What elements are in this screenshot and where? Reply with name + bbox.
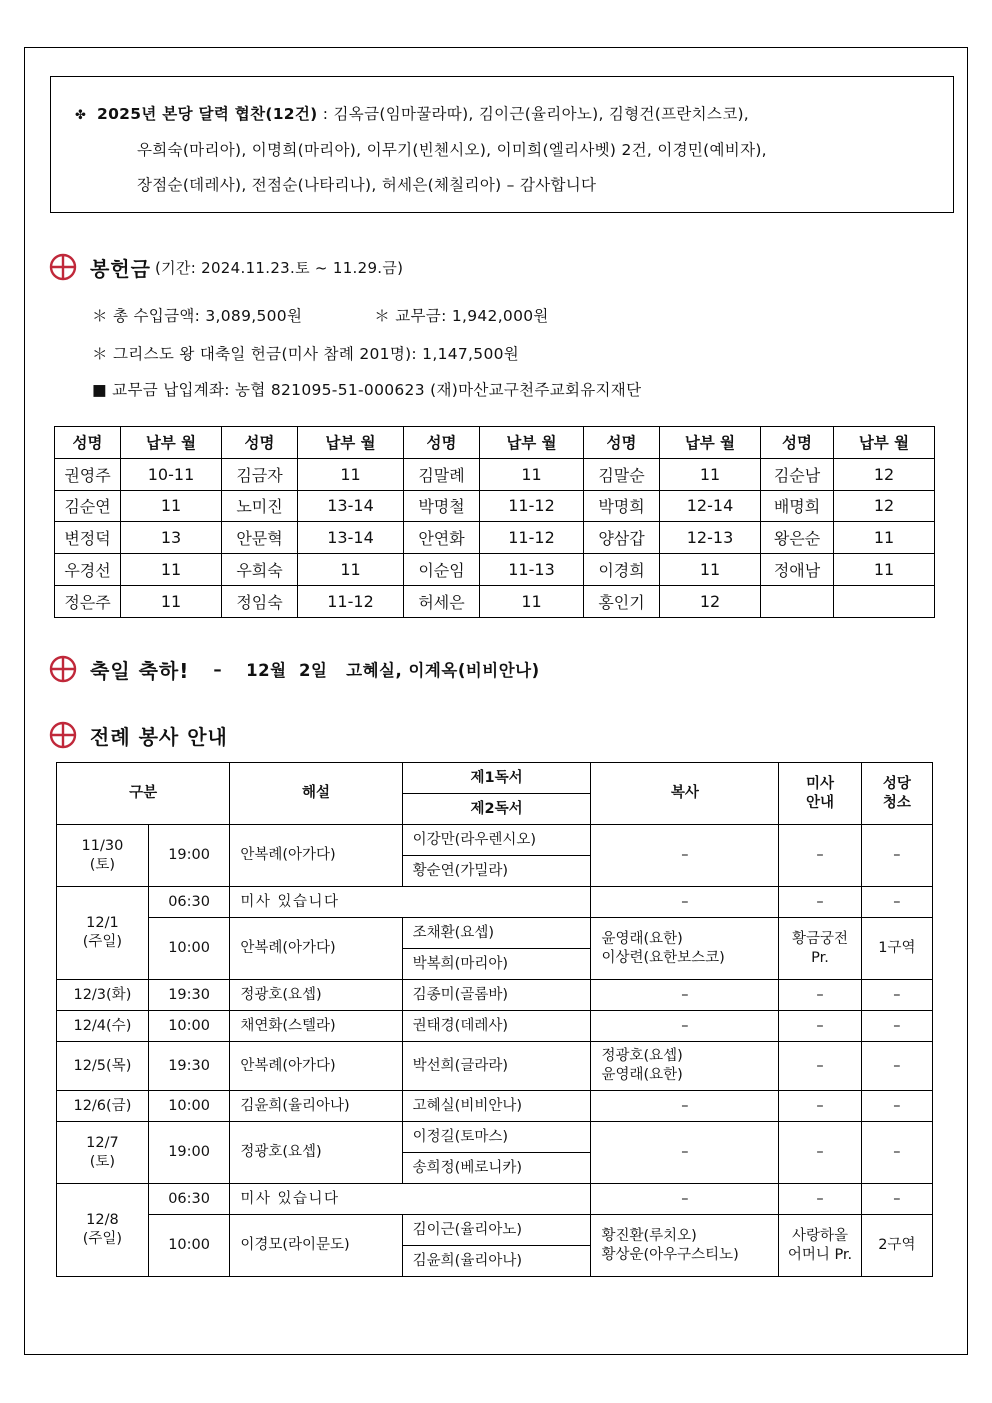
circled-cross-icon bbox=[48, 654, 78, 684]
server-cell: – bbox=[591, 887, 779, 918]
payer-name: 정애남 bbox=[761, 554, 834, 586]
guide-cell: – bbox=[779, 825, 862, 887]
commentary-cell: 안복례(아가다) bbox=[230, 918, 402, 980]
cleaning-cell: – bbox=[861, 825, 932, 887]
header-server: 복사 bbox=[591, 763, 779, 825]
guide-cell: 황금궁전 Pr. bbox=[779, 918, 862, 980]
time-cell: 10:00 bbox=[148, 1215, 230, 1277]
payer-name: 김금자 bbox=[222, 458, 298, 490]
offering-title: 봉헌금 bbox=[90, 256, 151, 281]
payer-month: 12-14 bbox=[660, 490, 761, 522]
payer-month: 11 bbox=[121, 490, 222, 522]
guide-cell: – bbox=[779, 980, 862, 1011]
col-name: 성명 bbox=[55, 427, 121, 459]
payer-month: 11 bbox=[121, 554, 222, 586]
table-row bbox=[55, 522, 935, 554]
table-row bbox=[55, 490, 935, 522]
time-cell: 19:00 bbox=[148, 825, 230, 887]
cleaning-cell: – bbox=[861, 1011, 932, 1042]
mass-note-cell: 미사 있습니다 bbox=[230, 1184, 591, 1215]
commentary-cell: 안복례(아가다) bbox=[230, 825, 402, 887]
commentary-cell: 김윤희(율리아나) bbox=[230, 1091, 402, 1122]
cleaning-cell: – bbox=[861, 1184, 932, 1215]
reader2-cell: 김윤희(율리아나) bbox=[402, 1246, 591, 1277]
date-cell: 12/5(목) bbox=[57, 1042, 149, 1091]
payer-name: 김말례 bbox=[404, 458, 480, 490]
guide-cell: 사랑하올 어머니 Pr. bbox=[779, 1215, 862, 1277]
table-row bbox=[57, 918, 933, 949]
mass-note-cell: 미사 있습니다 bbox=[230, 887, 591, 918]
header-category: 구분 bbox=[57, 763, 230, 825]
table-row bbox=[57, 887, 933, 918]
reader-cell: 박선희(글라라) bbox=[402, 1042, 591, 1091]
payer-name: 김순연 bbox=[55, 490, 121, 522]
guide-cell: – bbox=[779, 1184, 862, 1215]
payer-month: 11 bbox=[660, 458, 761, 490]
table-row bbox=[57, 980, 933, 1011]
guide-cell: – bbox=[779, 1042, 862, 1091]
date-cell: 12/7 (토) bbox=[57, 1122, 149, 1184]
payer-name: 박명철 bbox=[404, 490, 480, 522]
date-cell: 12/1 (주일) bbox=[57, 887, 149, 980]
payer-month: 11-12 bbox=[480, 490, 584, 522]
payer-month: 11 bbox=[834, 522, 935, 554]
offering-period: (기간: 2024.11.23.토 ~ 11.29.금) bbox=[154, 258, 404, 277]
sponsor-names-2: 우희숙(마리아), 이명희(마리아), 이무기(빈첸시오), 이미희(엘리사벳) 2건, 이경민(예비자), bbox=[137, 141, 767, 159]
header-cleaning: 성당 청소 bbox=[861, 763, 932, 825]
payer-name: 우경선 bbox=[55, 554, 121, 586]
time-cell: 10:00 bbox=[148, 918, 230, 980]
payer-month: 11 bbox=[480, 585, 584, 617]
offering-summary-line bbox=[92, 304, 549, 326]
guide-cell: – bbox=[779, 1122, 862, 1184]
server-cell: – bbox=[591, 1011, 779, 1042]
sponsor-names-1: : 김옥금(임마꿀라따), 김이근(율리아노), 김형건(프란치스코), bbox=[317, 105, 750, 123]
total-income: ＊ 총 수입금액: 3,089,500원 bbox=[92, 307, 303, 325]
payer-name: 김말순 bbox=[584, 458, 660, 490]
payer-name: 왕은순 bbox=[761, 522, 834, 554]
header-mass-guide: 미사 안내 bbox=[779, 763, 862, 825]
payment-header-row bbox=[55, 427, 935, 459]
circled-cross-icon bbox=[48, 252, 78, 282]
server-cell: 윤영래(요한) 이상련(요한보스코) bbox=[591, 918, 779, 980]
reader-cell: 권태경(데레사) bbox=[402, 1011, 591, 1042]
table-row bbox=[57, 1184, 933, 1215]
table-row bbox=[55, 458, 935, 490]
payer-month: 10-11 bbox=[121, 458, 222, 490]
cleaning-cell: – bbox=[861, 1042, 932, 1091]
reader-cell: 김종미(골롬바) bbox=[402, 980, 591, 1011]
time-cell: 19:30 bbox=[148, 1042, 230, 1091]
col-name: 성명 bbox=[761, 427, 834, 459]
payer-month: 11 bbox=[121, 585, 222, 617]
liturgy-section-heading bbox=[48, 720, 228, 750]
payer-month: 11-12 bbox=[298, 585, 404, 617]
time-cell: 19:30 bbox=[148, 980, 230, 1011]
payer-name: 안연화 bbox=[404, 522, 480, 554]
feast-title: 축일 축하! bbox=[90, 658, 190, 683]
payer-month: 11 bbox=[660, 554, 761, 586]
cleaning-cell: 2구역 bbox=[861, 1215, 932, 1277]
payer-name: 안문혁 bbox=[222, 522, 298, 554]
commentary-cell: 채연화(스텔라) bbox=[230, 1011, 402, 1042]
server-cell: – bbox=[591, 1184, 779, 1215]
circled-cross-icon bbox=[48, 720, 78, 750]
payer-month: 11 bbox=[834, 554, 935, 586]
server-cell: – bbox=[591, 1091, 779, 1122]
cleaning-cell: – bbox=[861, 1122, 932, 1184]
col-month: 납부 월 bbox=[660, 427, 761, 459]
header-commentary: 해설 bbox=[230, 763, 402, 825]
guide-cell: – bbox=[779, 1011, 862, 1042]
server-cell: 정광호(요셉) 윤영래(요한) bbox=[591, 1042, 779, 1091]
guide-cell: – bbox=[779, 887, 862, 918]
payer-name: 정임숙 bbox=[222, 585, 298, 617]
payer-name: 박명희 bbox=[584, 490, 660, 522]
date-cell: 12/8 (주일) bbox=[57, 1184, 149, 1277]
payer-name: 허세은 bbox=[404, 585, 480, 617]
payer-month: 13 bbox=[121, 522, 222, 554]
payer-name: 배명희 bbox=[761, 490, 834, 522]
server-cell: – bbox=[591, 980, 779, 1011]
header-reader2: 제2독서 bbox=[402, 794, 591, 825]
date-cell: 12/4(수) bbox=[57, 1011, 149, 1042]
cleaning-cell: 1구역 bbox=[861, 918, 932, 980]
reader1-cell: 이정길(토마스) bbox=[402, 1122, 591, 1153]
payer-month: 13-14 bbox=[298, 490, 404, 522]
date-cell: 11/30 (토) bbox=[57, 825, 149, 887]
payer-name: 김순남 bbox=[761, 458, 834, 490]
table-row bbox=[57, 1011, 933, 1042]
liturgy-header-row bbox=[57, 763, 933, 794]
time-cell: 06:30 bbox=[148, 1184, 230, 1215]
liturgy-schedule-table bbox=[56, 762, 933, 1277]
guide-cell: – bbox=[779, 1091, 862, 1122]
payer-month: 11 bbox=[298, 554, 404, 586]
cleaning-cell: – bbox=[861, 980, 932, 1011]
payer-month: 11 bbox=[480, 458, 584, 490]
payer-name: 변정덕 bbox=[55, 522, 121, 554]
payer-month: 12 bbox=[660, 585, 761, 617]
feast-dash: – bbox=[213, 659, 223, 679]
payer-name: 노미진 bbox=[222, 490, 298, 522]
feast-collection: ＊ 그리스도 왕 대축일 헌금(미사 참례 201명): 1,147,500원 bbox=[92, 345, 520, 363]
server-cell: – bbox=[591, 825, 779, 887]
table-row bbox=[57, 1122, 933, 1153]
cleaning-cell: – bbox=[861, 887, 932, 918]
payer-month: 12 bbox=[834, 458, 935, 490]
payer-month bbox=[834, 585, 935, 617]
commentary-cell: 이경모(라이문도) bbox=[230, 1215, 402, 1277]
diocese-fee: ＊ 교무금: 1,942,000원 bbox=[374, 307, 549, 325]
liturgy-title: 전례 봉사 안내 bbox=[90, 724, 228, 749]
reader-cell: 고혜실(비비안나) bbox=[402, 1091, 591, 1122]
col-month: 납부 월 bbox=[480, 427, 584, 459]
date-cell: 12/6(금) bbox=[57, 1091, 149, 1122]
payer-month: 11-13 bbox=[480, 554, 584, 586]
header-reader1: 제1독서 bbox=[402, 763, 591, 794]
cleaning-cell: – bbox=[861, 1091, 932, 1122]
col-name: 성명 bbox=[222, 427, 298, 459]
payer-name: 홍인기 bbox=[584, 585, 660, 617]
col-month: 납부 월 bbox=[298, 427, 404, 459]
payer-name: 정은주 bbox=[55, 585, 121, 617]
col-name: 성명 bbox=[584, 427, 660, 459]
payer-month: 12 bbox=[834, 490, 935, 522]
offering-section-heading bbox=[48, 252, 403, 282]
reader1-cell: 이강만(라우렌시오) bbox=[402, 825, 591, 856]
server-cell: 황진환(루치오) 황상운(아우구스티노) bbox=[591, 1215, 779, 1277]
clover-bullet-icon: ✤ bbox=[75, 108, 87, 123]
sponsor-notice-box bbox=[50, 76, 954, 213]
sponsor-line-1 bbox=[75, 97, 929, 133]
commentary-cell: 안복례(아가다) bbox=[230, 1042, 402, 1091]
payer-month: 11-12 bbox=[480, 522, 584, 554]
sponsor-names-3: 장점순(데레사), 전점순(나타리나), 허세은(체칠리아) – 감사합니다 bbox=[137, 176, 597, 194]
payer-name: 우희숙 bbox=[222, 554, 298, 586]
time-cell: 19:00 bbox=[148, 1122, 230, 1184]
time-cell: 10:00 bbox=[148, 1091, 230, 1122]
payer-name: 권영주 bbox=[55, 458, 121, 490]
account-info: ■ 교무금 납입계좌: 농협 821095-51-000623 (재)마산교구천주교회유지재단 bbox=[92, 381, 642, 399]
reader2-cell: 황순연(가밀라) bbox=[402, 856, 591, 887]
feast-names: 12월 2일 고혜실, 이계옥(비비안나) bbox=[246, 661, 540, 680]
feast-section-heading bbox=[48, 654, 540, 684]
payer-name: 이경희 bbox=[584, 554, 660, 586]
reader1-cell: 김이근(율리아노) bbox=[402, 1215, 591, 1246]
time-cell: 06:30 bbox=[148, 887, 230, 918]
payer-month: 12-13 bbox=[660, 522, 761, 554]
payer-month: 13-14 bbox=[298, 522, 404, 554]
sponsor-title: 2025년 본당 달력 협찬(12건) bbox=[97, 105, 318, 123]
table-row bbox=[55, 585, 935, 617]
commentary-cell: 정광호(요셉) bbox=[230, 980, 402, 1011]
payer-name bbox=[761, 585, 834, 617]
table-row bbox=[57, 1042, 933, 1091]
col-name: 성명 bbox=[404, 427, 480, 459]
reader2-cell: 송희정(베로니카) bbox=[402, 1153, 591, 1184]
table-row bbox=[57, 825, 933, 856]
date-cell: 12/3(화) bbox=[57, 980, 149, 1011]
commentary-cell: 정광호(요셉) bbox=[230, 1122, 402, 1184]
table-row bbox=[57, 1215, 933, 1246]
server-cell: – bbox=[591, 1122, 779, 1184]
table-row bbox=[57, 1091, 933, 1122]
col-month: 납부 월 bbox=[121, 427, 222, 459]
payer-name: 이순임 bbox=[404, 554, 480, 586]
table-row bbox=[55, 554, 935, 586]
payment-table bbox=[54, 426, 935, 618]
reader2-cell: 박복희(마리아) bbox=[402, 949, 591, 980]
payer-name: 양삼갑 bbox=[584, 522, 660, 554]
payer-month: 11 bbox=[298, 458, 404, 490]
time-cell: 10:00 bbox=[148, 1011, 230, 1042]
col-month: 납부 월 bbox=[834, 427, 935, 459]
reader1-cell: 조채환(요셉) bbox=[402, 918, 591, 949]
